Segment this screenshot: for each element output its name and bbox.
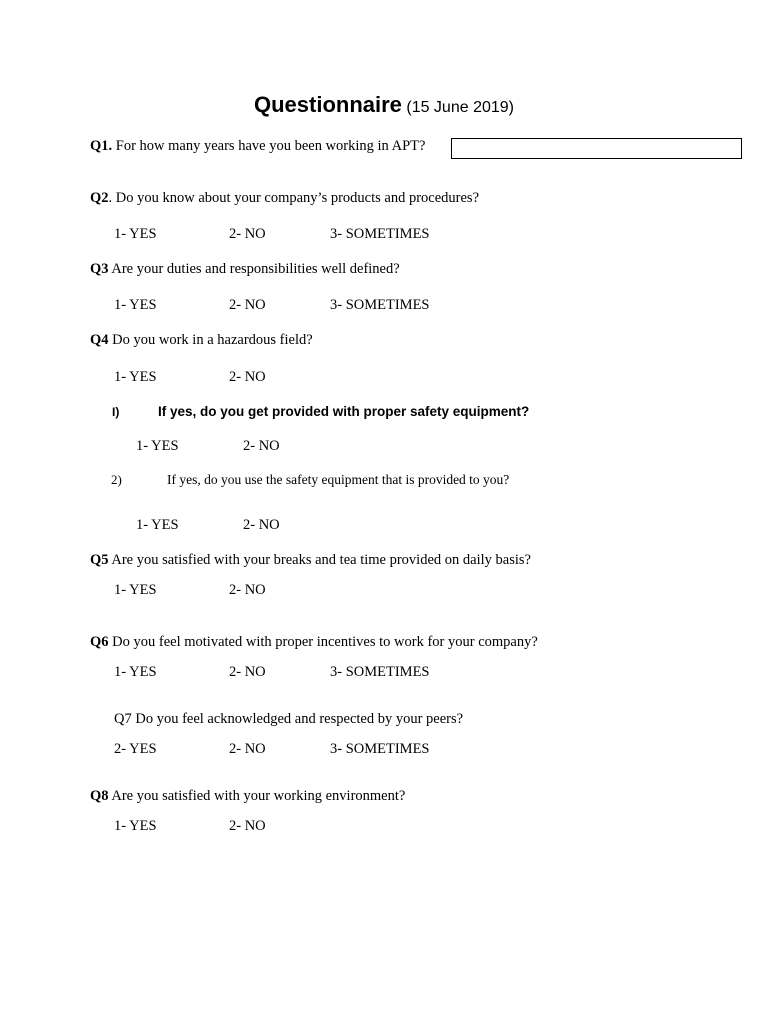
subquestion-1-text: If yes, do you get provided with proper safety equipment? [158,404,530,419]
question-6 [90,633,538,651]
question-text: For how many years have you been working in APT? [112,138,426,154]
question-text: Do you work in a hazardous field? [108,332,313,348]
question-number: Q8 [90,788,109,804]
question-text: Do you feel motivated with proper incentives to work for your company? [108,634,538,650]
q3-option-yes[interactable]: 1- YES [114,297,157,313]
q2-option-yes[interactable]: 1- YES [114,226,157,242]
question-1 [90,137,425,155]
question-2 [90,189,479,207]
q7-option-no[interactable]: 2- NO [229,741,266,757]
sub2-option-yes[interactable]: 1- YES [136,517,179,533]
q4-option-no[interactable]: 2- NO [229,369,266,385]
sub1-option-no[interactable]: 2- NO [243,438,280,454]
question-7: Q7 Do you feel acknowledged and respected by your peers? [114,711,464,727]
question-text: Are you satisfied with your working environment? [108,788,406,804]
subquestion-2-text: If yes, do you use the safety equipment that is provided to you? [167,472,510,487]
question-number: Q6 [90,634,109,650]
q6-option-sometimes[interactable]: 3- SOMETIMES [330,664,430,680]
question-3 [90,260,400,278]
question-number: Q5 [90,552,109,568]
q5-option-no[interactable]: 2- NO [229,582,266,598]
q3-option-sometimes[interactable]: 3- SOMETIMES [330,297,430,313]
question-number: Q1. [90,138,113,154]
q7-option-yes[interactable]: 2- YES [114,741,157,757]
question-number: Q4 [90,332,109,348]
years-answer-field[interactable] [451,138,742,159]
q2-option-no[interactable]: 2- NO [229,226,266,242]
q2-option-sometimes[interactable]: 3- SOMETIMES [330,226,430,242]
question-5 [90,551,531,569]
q7-option-sometimes[interactable]: 3- SOMETIMES [330,741,430,757]
title-date: (15 June 2019) [406,99,514,116]
title-main: Questionnaire [253,92,402,117]
q8-option-yes[interactable]: 1- YES [114,818,157,834]
question-4 [90,331,313,349]
subquestion-1-marker: I) [112,405,120,419]
question-text: Are your duties and responsibilities well defined? [108,261,400,277]
sub2-option-no[interactable]: 2- NO [243,517,280,533]
question-number: Q3 [90,261,109,277]
page-title [0,92,768,118]
question-text: Are you satisfied with your breaks and tea time provided on daily basis? [108,552,531,568]
question-8 [90,787,405,805]
q4-option-yes[interactable]: 1- YES [114,369,157,385]
sub1-option-yes[interactable]: 1- YES [136,438,179,454]
q8-option-no[interactable]: 2- NO [229,818,266,834]
q5-option-yes[interactable]: 1- YES [114,582,157,598]
question-text: . Do you know about your company’s products and procedures? [108,190,480,206]
q3-option-no[interactable]: 2- NO [229,297,266,313]
subquestion-2-marker: 2) [111,472,122,487]
q6-option-yes[interactable]: 1- YES [114,664,157,680]
q6-option-no[interactable]: 2- NO [229,664,266,680]
question-number: Q2 [90,190,109,206]
